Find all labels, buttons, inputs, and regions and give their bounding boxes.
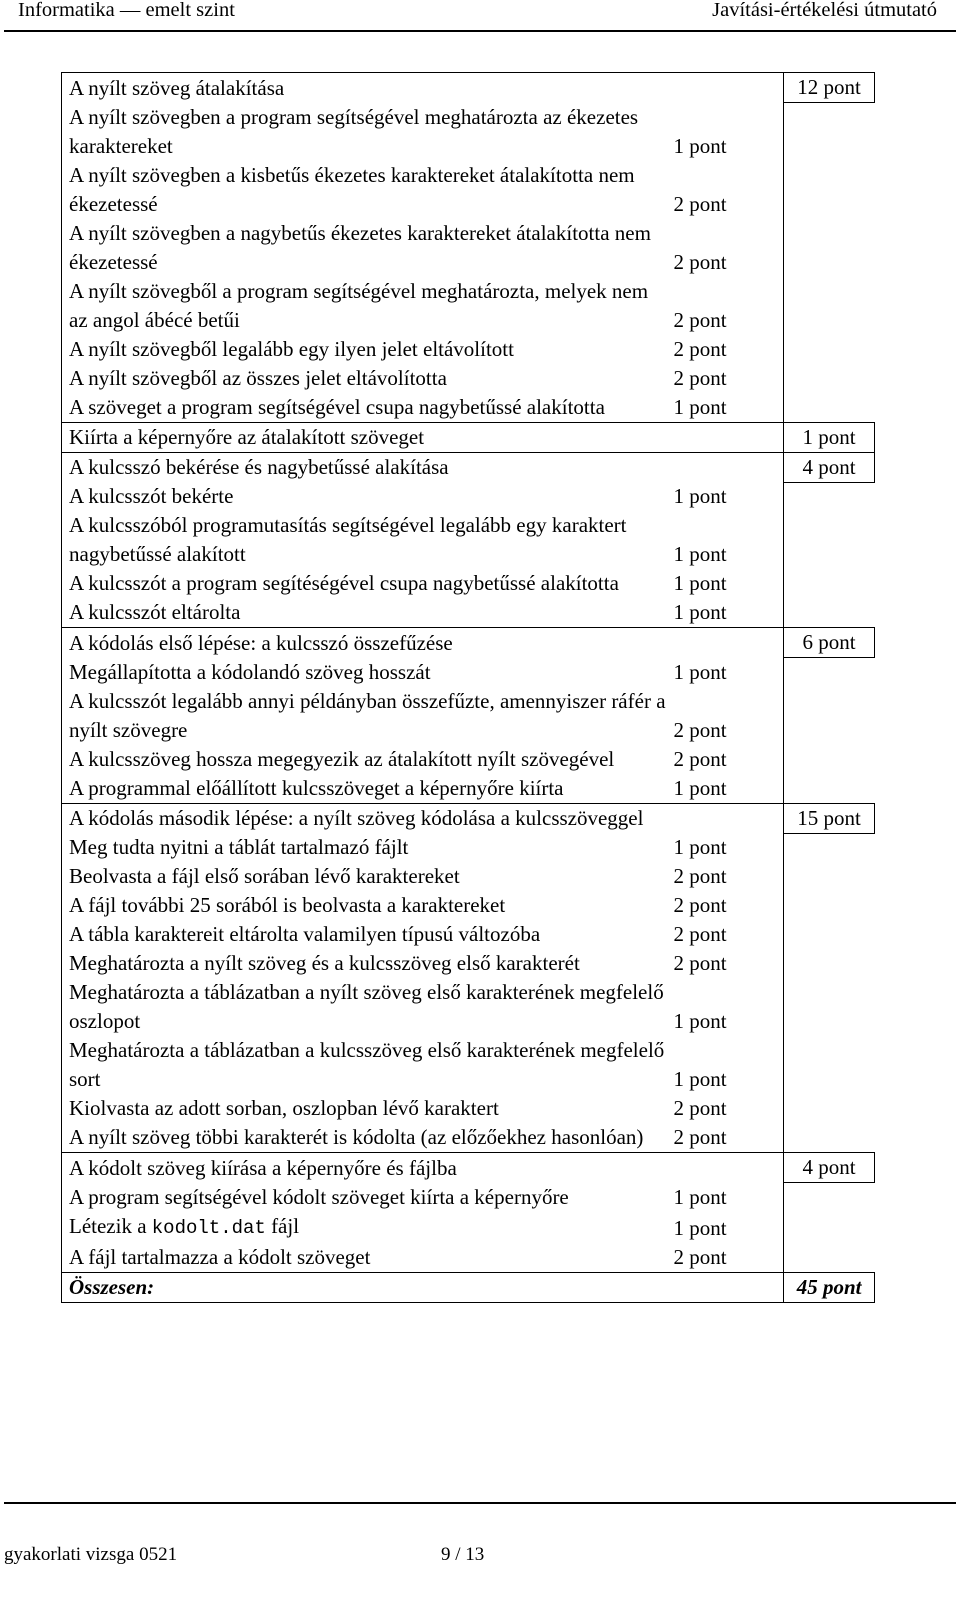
criterion-row	[62, 978, 875, 1036]
total-label: Összesen:	[62, 1272, 784, 1302]
section-points-spacer	[784, 482, 875, 511]
section-points-spacer	[784, 1212, 875, 1243]
criterion-text: Meghatározta a táblázatban a nyílt szöveg első karakterének megfelelő oszlopot	[62, 978, 667, 1036]
footer-page-number: 9 / 13	[441, 1544, 485, 1565]
criterion-points: 2 pont	[673, 191, 727, 216]
section-points-spacer	[784, 161, 875, 219]
criterion-text-after: fájl	[265, 1213, 300, 1238]
criterion-points: 2 pont	[673, 336, 727, 361]
section-points-spacer	[784, 920, 875, 949]
criterion-points: 1 pont	[673, 542, 727, 566]
header-divider	[4, 30, 956, 32]
criterion-row	[62, 1123, 875, 1153]
criterion-row	[62, 364, 875, 393]
criterion-points: 1 pont	[673, 835, 727, 859]
criterion-text: A kulcsszóból programutasítás segítségével legalább egy karaktert nagybetűssé alakított	[62, 511, 667, 569]
criterion-points: 1 pont	[673, 600, 727, 624]
criterion-row	[62, 161, 875, 219]
scoring-table	[61, 72, 875, 1303]
criterion-text: A kulcsszót bekérte	[62, 482, 667, 511]
footer-exam-code: gyakorlati vizsga 0521	[4, 1544, 178, 1565]
criterion-points: 1 pont	[673, 775, 727, 800]
criterion-text: A kulcsszót legalább annyi példányban összefűzte, amennyiszer ráfér a nyílt szövegre	[62, 687, 667, 745]
section-row	[62, 1153, 875, 1183]
criterion-points: 1 pont	[673, 1184, 727, 1209]
criterion-points: 1 pont	[673, 133, 727, 158]
criterion-points: 2 pont	[673, 951, 727, 975]
criterion-row	[62, 511, 875, 569]
section-row	[62, 73, 875, 103]
criterion-text: A szöveget a program segítségével csupa nagybetűssé alakította	[62, 393, 667, 423]
criterion-points: 1 pont	[673, 394, 727, 419]
section-points-spacer	[784, 393, 875, 423]
section-row	[62, 803, 875, 833]
section-row	[62, 628, 875, 658]
section-points-spacer	[784, 335, 875, 364]
criterion-text: A tábla karaktereit eltárolta valamilyen típusú változóba	[62, 920, 667, 949]
total-points: 45 pont	[784, 1272, 875, 1302]
criterion-points: 2 pont	[673, 1244, 727, 1269]
criterion-row	[62, 103, 875, 161]
criterion-points: 1 pont	[673, 1067, 727, 1091]
criterion-points: 2 pont	[673, 893, 727, 917]
criterion-points: 2 pont	[673, 365, 727, 390]
section-points-spacer	[784, 569, 875, 598]
section-points-spacer	[784, 277, 875, 335]
criterion-row	[62, 949, 875, 978]
section-points: 12 pont	[784, 73, 875, 103]
criterion-text: A programmal előállított kulcsszöveget a képernyőre kiírta	[62, 774, 667, 804]
criterion-text: A program segítségével kódolt szöveget kiírta a képernyőre	[62, 1183, 667, 1212]
criterion-row	[62, 745, 875, 774]
criterion-row	[62, 393, 875, 423]
criterion-points: 1 pont	[673, 1009, 727, 1033]
section-points-spacer	[784, 1123, 875, 1153]
section-title: A kódolás első lépése: a kulcsszó összefűzése	[62, 628, 784, 658]
section-points-spacer	[784, 949, 875, 978]
criterion-row	[62, 482, 875, 511]
section-title: A kulcsszó bekérése és nagybetűssé alakítása	[62, 452, 784, 482]
criterion-row	[62, 687, 875, 745]
criterion-points: 2 pont	[673, 1125, 727, 1149]
header-subject: Informatika — emelt szint	[18, 0, 235, 21]
criterion-points: 1 pont	[673, 571, 727, 595]
criterion-row	[62, 1036, 875, 1094]
criterion-row	[62, 862, 875, 891]
section-points: 15 pont	[784, 803, 875, 833]
section-title: A nyílt szöveg átalakítása	[62, 73, 784, 103]
criterion-points: 1 pont	[673, 1215, 727, 1240]
section-points-spacer	[784, 598, 875, 628]
criterion-row	[62, 833, 875, 862]
section-points-spacer	[784, 862, 875, 891]
section-points-spacer	[784, 891, 875, 920]
criterion-text: A nyílt szövegből legalább egy ilyen jelet eltávolított	[62, 335, 667, 364]
section-points-spacer	[784, 1036, 875, 1094]
section-points-spacer	[784, 103, 875, 161]
criterion-text: A nyílt szövegből a program segítségével meghatározta, melyek nem az angol ábécé betűi	[62, 277, 667, 335]
criterion-text: A nyílt szövegben a program segítségével meghatározta az ékezetes karaktereket	[62, 103, 667, 161]
section-row	[62, 452, 875, 482]
section-points: 4 pont	[784, 1153, 875, 1183]
filename-code: kodolt.dat	[151, 1216, 266, 1239]
criterion-text: Megállapította a kódolandó szöveg hosszát	[62, 658, 667, 687]
criterion-points: 2 pont	[673, 746, 727, 771]
criterion-points: 2 pont	[673, 922, 727, 946]
criterion-row	[62, 1183, 875, 1212]
section-points: 6 pont	[784, 628, 875, 658]
criterion-points: 2 pont	[673, 307, 727, 332]
criterion-points: 1 pont	[673, 659, 727, 684]
criterion-points: 2 pont	[673, 717, 727, 742]
criterion-text: A kulcsszót eltárolta	[62, 598, 667, 628]
criterion-points: 2 pont	[673, 1096, 727, 1120]
criterion-text	[62, 1212, 667, 1243]
criterion-row	[62, 920, 875, 949]
section-row	[62, 422, 875, 452]
criterion-text: Meghatározta a táblázatban a kulcsszöveg első karakterének megfelelő sort	[62, 1036, 667, 1094]
section-points-spacer	[784, 1243, 875, 1273]
section-points-spacer	[784, 833, 875, 862]
section-points-spacer	[784, 687, 875, 745]
criterion-text: Kiolvasta az adott sorban, oszlopban lévő karaktert	[62, 1094, 667, 1123]
criterion-points: 1 pont	[673, 484, 727, 508]
criterion-text: Meghatározta a nyílt szöveg és a kulcsszöveg első karakterét	[62, 949, 667, 978]
criterion-text: Meg tudta nyitni a táblát tartalmazó fájlt	[62, 833, 667, 862]
criterion-text-before: Létezik a	[69, 1213, 152, 1238]
criterion-text: A kulcsszöveg hossza megegyezik az átalakított nyílt szövegével	[62, 745, 667, 774]
criterion-row	[62, 277, 875, 335]
section-points-spacer	[784, 978, 875, 1036]
criterion-row	[62, 1243, 875, 1273]
scoring-table-body	[62, 73, 875, 1303]
criterion-points: 2 pont	[673, 864, 727, 888]
section-points-spacer	[784, 219, 875, 277]
criterion-row	[62, 1212, 875, 1243]
footer-divider	[4, 1502, 956, 1504]
section-title: A kódolás második lépése: a nyílt szöveg kódolása a kulcsszöveggel	[62, 803, 784, 833]
criterion-points: 2 pont	[673, 249, 727, 274]
section-points-spacer	[784, 364, 875, 393]
section-points-spacer	[784, 1094, 875, 1123]
section-title: Kiírta a képernyőre az átalakított szöveget	[62, 422, 784, 452]
criterion-text: A nyílt szövegben a kisbetűs ékezetes karaktereket átalakította nem ékezetessé	[62, 161, 667, 219]
criterion-text: A nyílt szövegben a nagybetűs ékezetes karaktereket átalakította nem ékezetessé	[62, 219, 667, 277]
page-header	[0, 0, 960, 30]
criterion-text: A nyílt szöveg többi karakterét is kódolta (az előzőekhez hasonlóan)	[62, 1123, 667, 1153]
criterion-text: A fájl tartalmazza a kódolt szöveget	[62, 1243, 667, 1273]
header-document-type: Javítási-értékelési útmutató	[712, 0, 937, 21]
section-title: A kódolt szöveg kiírása a képernyőre és fájlba	[62, 1153, 784, 1183]
criterion-row	[62, 891, 875, 920]
criterion-row	[62, 335, 875, 364]
criterion-row	[62, 1094, 875, 1123]
criterion-text: A fájl további 25 sorából is beolvasta a karaktereket	[62, 891, 667, 920]
section-points-spacer	[784, 774, 875, 804]
criterion-row	[62, 774, 875, 804]
section-points-spacer	[784, 511, 875, 569]
total-row	[62, 1272, 875, 1302]
criterion-row	[62, 569, 875, 598]
section-points-spacer	[784, 1183, 875, 1212]
criterion-text: Beolvasta a fájl első sorában lévő karaktereket	[62, 862, 667, 891]
section-points-spacer	[784, 745, 875, 774]
section-points: 1 pont	[784, 422, 875, 452]
criterion-row	[62, 598, 875, 628]
section-points: 4 pont	[784, 452, 875, 482]
criterion-row	[62, 658, 875, 687]
criterion-row	[62, 219, 875, 277]
criterion-text: A nyílt szövegből az összes jelet eltávolította	[62, 364, 667, 393]
criterion-text: A kulcsszót a program segítéségével csupa nagybetűssé alakította	[62, 569, 667, 598]
section-points-spacer	[784, 658, 875, 687]
